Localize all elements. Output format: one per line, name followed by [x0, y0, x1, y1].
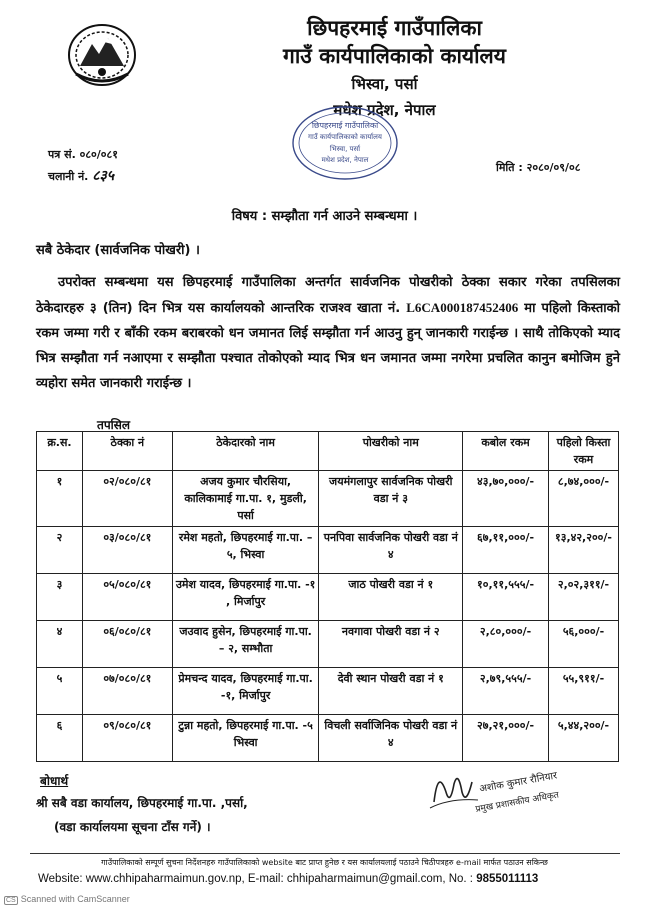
cell-bid-amount: १०,११,५५५/-	[463, 574, 549, 621]
cell-contractor: जउवाद हुसेन, छिपहरमाई गा.पा. – २, सम्भौता	[172, 621, 319, 668]
cell-bid-amount: २,८०,०००/-	[463, 621, 549, 668]
cell-pond: देवी स्थान पोखरी वडा नं १	[319, 668, 463, 715]
cell-sn: २	[37, 527, 83, 574]
cell-contractor: रमेश महतो, छिपहरमाई गा.पा. – ५, भिस्वा	[172, 527, 319, 574]
column-header-pond: पोखरीको नाम	[319, 432, 463, 471]
footer-divider	[30, 853, 620, 854]
subject-line: विषय : सम्झौता गर्न आउने सम्बन्धमा ।	[231, 209, 418, 224]
cell-bid-amount: ६७,११,०००/-	[463, 527, 549, 574]
account-number: L6CA000187452406	[406, 300, 519, 315]
cell-pond: विचली सर्वाजिनिक पोखरी वडा नं ४	[319, 715, 463, 762]
table-row	[37, 715, 619, 762]
signatory-name: अशोक कुमार रौनियार	[478, 770, 559, 795]
letter-body: उपरोक्त सम्बन्धमा यस छिपहरमाई गाउँपालिका अन्तर्गत सार्वजनिक पोखरीको ठेक्का सकार गरेका तपसिलका ठेकेदारहरु ३ (तिन) दिन भित्र यस कार्यालयको आन्तरिक राजश्व खाता नं. L6CA000187452406 मा पहिलो किस्ताको रकम जम्मा गरी र बाँकी रकम बराबरको धन जमानत लिई सम्झौता गर्न आउनु हुन् जानकारी गराईन्छ । साथै तोकिएको म्याद भित्र सम्झौता गर्न नआएमा र सम्झौता पश्चात तोकोएको म्याद भित्र धन जमानत जम्मा नगरेमा प्रचलित कानुन बमोजिम हुने व्यहोरा समेत जानकारी गराईन्छ ।	[36, 275, 620, 391]
cell-sn: ५	[37, 668, 83, 715]
cell-first-installment: ५,४४,२००/-	[549, 715, 619, 762]
cell-first-installment: २,०२,३११/-	[549, 574, 619, 621]
stamp-line-2: गाउँ कार्यपालिकाको कार्यालय	[308, 133, 382, 141]
stamp-line-1: छिपहरमाई गाउँपालिका	[311, 121, 379, 130]
cell-pond: पनपिवा सार्वजनिक पोखरी वडा नं ४	[319, 527, 463, 574]
cell-pond: जयमंगलापुर सार्वजनिक पोखरी वडा नं ३	[319, 471, 463, 527]
cell-contract-no: ०६/०८०/८१	[82, 621, 172, 668]
table-row	[37, 527, 619, 574]
column-header-bid-amount: कबोल रकम	[463, 432, 549, 471]
letter-date: मिति : २०८०/०९/०८	[496, 161, 581, 174]
column-header-first-installment: पहिलो किस्ता रकम	[549, 432, 619, 471]
cell-contract-no: ०९/०८०/८१	[82, 715, 172, 762]
cell-contractor: टुन्ना महतो, छिपहरमाई गा.पा. -५ भिस्वा	[172, 715, 319, 762]
stamp-line-4: मधेश प्रदेश, नेपाल	[321, 156, 369, 164]
footer-phone: 9855011113	[476, 873, 539, 885]
cell-contract-no: ०२/०८०/८१	[82, 471, 172, 527]
table-header-row	[37, 432, 619, 471]
office-province: मधेश प्रदेश, नेपाल	[333, 101, 436, 119]
column-header-contractor: ठेकेदारको नाम	[172, 432, 319, 471]
table-row	[37, 471, 619, 527]
column-header-sn: क्र.स.	[37, 432, 83, 471]
column-header-contract-no: ठेक्का नं	[82, 432, 172, 471]
cell-bid-amount: ४३,७०,०००/-	[463, 471, 549, 527]
cell-contractor: प्रेमचन्द यादव, छिपहरमाई गा.पा. -१, मिर्जापुर	[172, 668, 319, 715]
letter-number: पत्र सं. ०८०/०८१	[48, 148, 118, 161]
office-address: भिस्वा, पर्सा	[351, 75, 418, 93]
cell-contract-no: ०३/०८०/८१	[82, 527, 172, 574]
cell-pond: जाठ पोखरी वडा नं १	[319, 574, 463, 621]
cell-bid-amount: २७,२१,०००/-	[463, 715, 549, 762]
cell-first-installment: १३,४२,२००/-	[549, 527, 619, 574]
cell-first-installment: ८,७४,०००/-	[549, 471, 619, 527]
footer-contact: Website: www.chhipaharmaimun.gov.np, E-mail: chhipaharmaimun@gmail.com, No. : 9855011113	[38, 873, 539, 885]
cc-instruction: (वडा कार्यालयमा सूचना टाँस गर्ने) ।	[54, 820, 211, 834]
cell-pond: नवगावा पोखरी वडा नं २	[319, 621, 463, 668]
dispatch-number: चलानी नं. ८३५	[48, 168, 115, 184]
signatory-title: प्रमुख प्रशासकीय अधिकृत	[474, 790, 560, 815]
salutation: सबै ठेकेदार (सार्वजनिक पोखरी) ।	[36, 243, 200, 258]
cc-recipient: श्री सबै वडा कार्यालय, छिपहरमाई गा.पा. ,पर्सा,	[36, 796, 248, 810]
cell-first-installment: ५५,९११/-	[549, 668, 619, 715]
cell-sn: ४	[37, 621, 83, 668]
cell-bid-amount: २,७९,५५५/-	[463, 668, 549, 715]
cell-contractor: अजय कुमार चौरसिया, कालिकामाई गा.पा. १, मुडली, पर्सा	[172, 471, 319, 527]
cell-contractor: उमेश यादव, छिपहरमाई गा.पा. -१ , मिर्जापुर	[172, 574, 319, 621]
cell-first-installment: ५६,०००/-	[549, 621, 619, 668]
schedule-label: तपसिल	[97, 418, 131, 432]
cell-sn: ३	[37, 574, 83, 621]
office-stamp	[290, 104, 400, 182]
scanner-watermark: CS Scanned with CamScanner	[6, 894, 130, 904]
cell-sn: १	[37, 471, 83, 527]
cell-contract-no: ०७/०८०/८१	[82, 668, 172, 715]
table-row	[37, 668, 619, 715]
camscanner-icon: CS	[6, 897, 16, 904]
cell-sn: ६	[37, 715, 83, 762]
office-name: छिपहरमाई गाउँपालिका	[307, 16, 482, 40]
cc-label: बोधार्थ	[40, 774, 69, 788]
signature	[420, 762, 570, 834]
table-row	[37, 574, 619, 621]
table-row	[37, 621, 619, 668]
office-subtitle: गाउँ कार्यपालिकाको कार्यालय	[283, 44, 506, 68]
contract-table	[36, 431, 619, 762]
stamp-line-3: भिस्वा, पर्सा	[329, 145, 361, 153]
cell-contract-no: ०५/०८०/८१	[82, 574, 172, 621]
footer-notice: गाउँपालिकाको सम्पूर्ण सुचना निर्देशनहरु गाउँपालिकाको website बाट प्राप्त हुनेछ र यस कार्यालयलाई पठाउने चिठीपत्रहरु e-mail मार्फत पठाउन सकिन्छ	[101, 858, 548, 867]
